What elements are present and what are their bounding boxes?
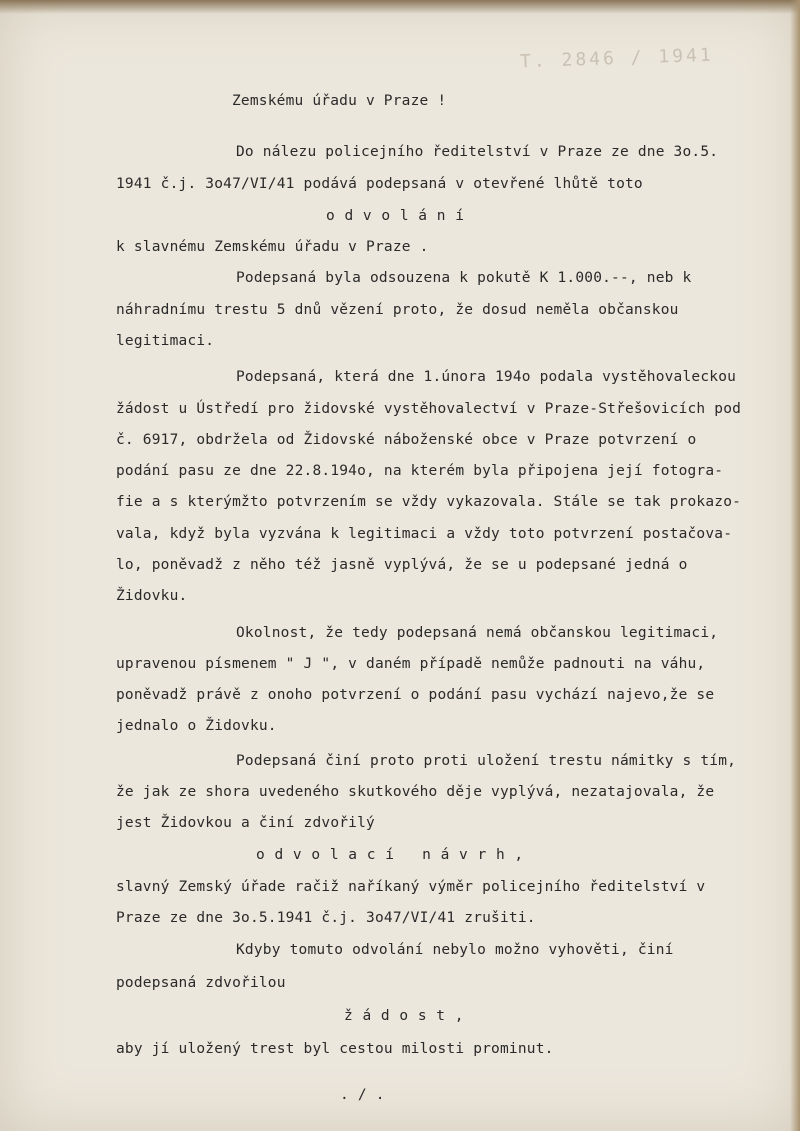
text-line: jednalo o Židovku. (116, 718, 277, 734)
text-line: aby jí uložený trest byl cestou milosti prominut. (116, 1041, 554, 1057)
scan-edge-right (790, 0, 800, 1131)
text-line: k slavnému Zemskému úřadu v Praze . (116, 239, 429, 255)
continuation-mark: . / . (340, 1087, 385, 1103)
text-line: podepsaná zdvořilou (116, 975, 286, 991)
text-line: Podepsaná činí proto proti uložení trestu námitky s tím, (236, 753, 737, 769)
text-line: podání pasu ze dne 22.8.194o, na kterém byla připojena její fotogra- (116, 463, 724, 479)
text-line: Do nálezu policejního ředitelství v Praze ze dne 3o.5. (236, 144, 719, 160)
text-line: Židovku. (116, 588, 188, 604)
text-line: jest Židovkou a činí zdvořilý (116, 815, 375, 831)
text-line: náhradnímu trestu 5 dnů vězení proto, že dosud neměla občanskou (116, 302, 679, 318)
scan-edge-top (0, 0, 800, 14)
text-line: vala, když byla vyzvána k legitimaci a vždy toto potvrzení postačova- (116, 526, 733, 542)
text-line: 1941 č.j. 3o47/VI/41 podává podepsaná v otevřené lhůtě toto (116, 176, 643, 192)
faded-stamp: T. 2846 / 1941 (519, 44, 715, 73)
addressee-line: Zemskému úřadu v Praze ! (232, 93, 447, 109)
text-line: poněvadž právě z onoho potvrzení o podání pasu vychází najevo,že se (116, 687, 715, 703)
text-line: fie a s kterýmžto potvrzením se vždy vykazovala. Stále se tak prokazo- (116, 494, 742, 510)
heading-odvolani: o d v o l á n í (326, 208, 465, 224)
text-line: slavný Zemský úřade račiž naříkaný výměr policejního ředitelství v (116, 879, 706, 895)
text-line: lo, poněvadž z něho též jasně vyplývá, že se u podepsané jedná o (116, 557, 688, 573)
text-line: Podepsaná byla odsouzena k pokutě K 1.000.--, neb k (236, 270, 692, 286)
text-line: Praze ze dne 3o.5.1941 č.j. 3o47/VI/41 zrušiti. (116, 910, 536, 926)
text-line: č. 6917, obdržela od Židovské náboženské obce v Praze potvrzení o (116, 432, 697, 448)
text-line: Kdyby tomuto odvolání nebylo možno vyhověti, činí (236, 942, 674, 958)
text-line: Podepsaná, která dne 1.února 194o podala vystěhovaleckou (236, 369, 737, 385)
text-line: že jak ze shora uvedeného skutkového děje vyplývá, nezatajovala, že (116, 784, 715, 800)
text-line: upravenou písmenem " J ", v daném případě nemůže padnouti na váhu, (116, 656, 706, 672)
text-line: legitimaci. (116, 333, 215, 349)
text-line: žádost u Ústředí pro židovské vystěhovalectví v Praze-Střešovicích pod (116, 401, 742, 417)
heading-odvolaci-navrh: o d v o l a c í n á v r h , (256, 847, 524, 863)
heading-zadost: ž á d o s t , (344, 1008, 464, 1024)
text-line: Okolnost, že tedy podepsaná nemá občanskou legitimaci, (236, 625, 719, 641)
